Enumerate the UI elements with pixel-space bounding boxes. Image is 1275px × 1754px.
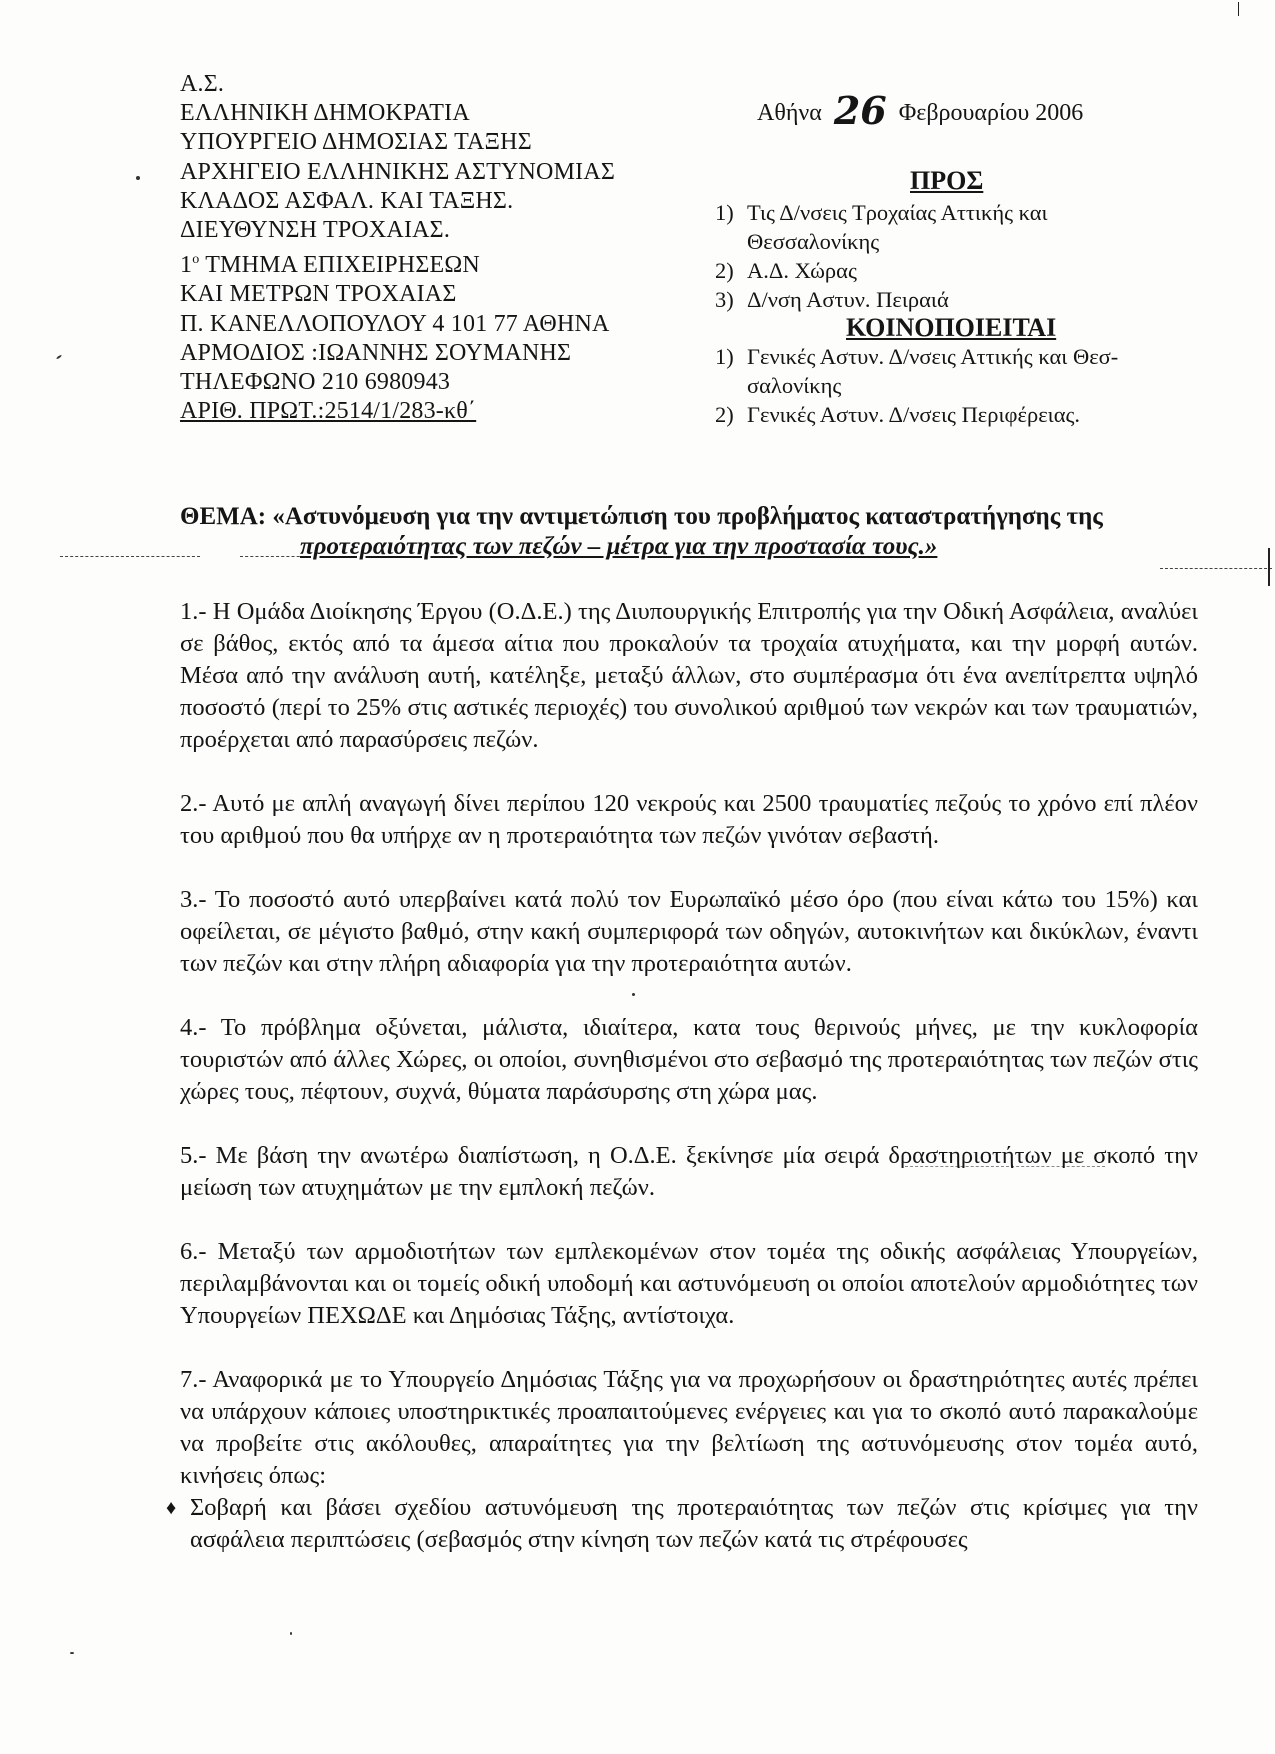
scan-speck	[56, 354, 62, 359]
diamond-bullet-icon: ♦	[166, 1497, 177, 1519]
document-date	[757, 88, 1083, 133]
recipient-number: 3)	[715, 287, 734, 312]
scan-speck	[70, 1652, 74, 1654]
paragraph-3: 3.- Το ποσοστό αυτό υπερβαίνει κατά πολύ τον Ευρωπαϊκό μέσο όρο (που είναι κάτω του 15%) και οφείλεται, σε μέγιστο βαθμό, στην κακή συμπεριφορά των οδηγών, αυτοκινήτων και δικύκλων, έναντι των πεζών και στην πλήρη αδιαφορία για την προτεραιότητα αυτών.	[180, 886, 1198, 977]
recipient-number: 1)	[715, 200, 734, 225]
sender-line: Α.Σ.	[180, 71, 225, 97]
cc-item	[715, 342, 1118, 400]
sender-address: Π. ΚΑΝΕΛΛΟΠΟΥΛΟΥ 4 101 77 ΑΘΗΝΑ	[180, 310, 610, 337]
scan-speck	[290, 1632, 292, 1635]
cc-list	[715, 342, 1118, 429]
paragraph-1: 1.- Η Ομάδα Διοίκησης Έργου (Ο.Δ.Ε.) της Διυπουργικής Επιτροπής για την Οδική Ασφάλεια, αναλύει σε βάθος, εκτός από τα άμεσα αίτια που προκαλούν τα τροχαία ατυχήματα, και την μορφή αυτών. Μέσα από την ανάλυση αυτή, κατέληξε, μεταξύ άλλων, στο συμπέρασμα ότι ένα ανεπίτρεπτα υψηλό ποσοστό (περί το 25% στις αστικές περιοχές) του συνολικού αριθμού των νεκρών και των τραυματιών, προέρχεται από παρασύρσεις πεζών.	[180, 598, 1198, 753]
recipient-item	[715, 198, 1048, 256]
cc-number: 1)	[715, 344, 734, 369]
recipient-item	[715, 285, 1048, 314]
cc-text: Γενικές Αστυν. Δ/νσεις Αττικής και Θεσ- σαλονίκης	[747, 344, 1119, 398]
scan-edge-mark	[1268, 548, 1270, 586]
date-city: Αθήνα	[757, 100, 822, 126]
recipient-item	[715, 256, 1048, 285]
date-day-handwritten: 26	[833, 88, 887, 133]
sender-block	[180, 70, 615, 426]
scan-edge-mark	[1238, 2, 1239, 16]
cc-text: Γενικές Αστυν. Δ/νσεις Περιφέρειας.	[747, 402, 1081, 427]
paragraph-4: 4.- Το πρόβλημα οξύνεται, μάλιστα, ιδιαίτερα, κατα τους θερινούς μήνες, με την κυκλοφορία τουριστών από άλλες Χώρες, οι οποίοι, συνηθισμένοι στο σεβασμό της προτεραιότητας των πεζών στις χώρες τους, πέφτουν, συχνά, θύματα παράσυρσης στη χώρα μας.	[180, 1014, 1198, 1105]
sender-phone: ΤΗΛΕΦΩΝΟ 210 6980943	[180, 369, 451, 396]
paragraph-2: 2.- Αυτό με απλή αναγωγή δίνει περίπου 120 νεκρούς και 2500 τραυματίες πεζούς το χρόνο επί πλέον του αριθμού που θα υπήρχε αν η προτεραιότητα των πεζών γινόταν σεβαστή.	[180, 790, 1198, 849]
sender-contact-person: ΑΡΜΟΔΙΟΣ :ΙΩΑΝΝΗΣ ΣΟΥΜΑΝΗΣ	[180, 339, 572, 366]
cc-item	[715, 400, 1118, 429]
subject-line-1	[180, 502, 1200, 532]
paragraph-7: 7.- Αναφορικά με το Υπουργείο Δημόσιας Τάξης για να προχωρήσουν οι δραστηριότητες αυτές πρέπει να υπάρχουν κάποιες υποστηρικτικές προαπαιτούμενες ενέργειες και για το σκοπό αυτό παρακαλούμε να προβείτε στις ακόλουθες, απαραίτητες για την βελτίωση της αστυνόμευσης στον τομέα αυτό, κινήσεις όπως:	[180, 1366, 1198, 1489]
scan-artifact-line	[60, 556, 200, 557]
scan-artifact-line	[1160, 568, 1272, 569]
dept-number: 1	[180, 252, 193, 279]
document-body	[166, 596, 1198, 1556]
protocol-number: ΑΡΙΘ. ΠΡΩΤ.:2514/1/283-κθ΄	[180, 398, 477, 425]
subject-label: ΘΕΜΑ:	[180, 503, 267, 530]
recipient-text: Τις Δ/νσεις Τροχαίας Αττικής και Θεσσαλονίκης	[747, 200, 1048, 254]
recipients-heading: ΠΡΟΣ	[910, 166, 984, 195]
paragraph-5: 5.- Με βάση την ανωτέρω διαπίστωση, η Ο.Δ.Ε. ξεκίνησε μία σειρά δραστηριοτήτων με σκοπό την μείωση των ατυχημάτων με την εμπλοκή πεζών.	[180, 1142, 1198, 1201]
paragraph-6: 6.- Μεταξύ των αρμοδιοτήτων των εμπλεκομένων στον τομέα της οδικής ασφάλειας Υπουργείων, περιλαμβάνονται και οι τομείς οδική υποδομή και αστυνόμευση οι οποίοι αποτελούν αρμοδιότητες των Υπουργείων ΠΕΧΩΔΕ και Δημόσιας Τάξης, αντίστοιχα.	[180, 1238, 1198, 1329]
recipient-text: Δ/νση Αστυν. Πειραιά	[747, 287, 949, 312]
recipients-list	[715, 198, 1048, 314]
sender-line: ΚΑΙ ΜΕΤΡΩΝ ΤΡΟΧΑΙΑΣ	[180, 281, 457, 308]
cc-heading: ΚΟΙΝΟΠΟΙΕΙΤΑΙ	[846, 313, 1057, 342]
sender-line: ΥΠΟΥΡΓΕΙΟ ΔΗΜΟΣΙΑΣ ΤΑΞΗΣ	[180, 129, 532, 156]
sender-line: ΕΛΛΗΝΙΚΗ ΔΗΜΟΚΡΑΤΙΑ	[180, 100, 470, 127]
date-month-year: Φεβρουαρίου 2006	[898, 100, 1084, 126]
recipient-text: Α.Δ. Χώρας	[747, 258, 857, 283]
dept-name: ΤΜΗΜΑ ΕΠΙΧΕΙΡΗΣΕΩΝ	[205, 252, 480, 279]
dept-ordinal: ο	[192, 252, 200, 268]
subject-block	[180, 502, 1200, 562]
bullet-item	[166, 1492, 1198, 1556]
sender-line: ΚΛΑΔΟΣ ΑΣΦΑΛ. ΚΑΙ ΤΑΞΗΣ.	[180, 187, 514, 214]
sender-line-department	[180, 245, 615, 280]
subject-line-2: προτεραιότητας των πεζών – μέτρα για την προστασία τους.»	[300, 533, 938, 560]
scan-speck	[136, 176, 140, 180]
subject-text-1: «Αστυνόμευση για την αντιμετώπιση του προβλήματος καταστρατήγησης της	[272, 503, 1103, 530]
sender-line: ΔΙΕΥΘΥΝΣΗ ΤΡΟΧΑΙΑΣ.	[180, 217, 451, 244]
recipient-number: 2)	[715, 258, 734, 283]
cc-number: 2)	[715, 402, 734, 427]
sender-line: ΑΡΧΗΓΕΙΟ ΕΛΛΗΝΙΚΗΣ ΑΣΤΥΝΟΜΙΑΣ	[180, 158, 616, 185]
bullet-text: Σοβαρή και βάσει σχεδίου αστυνόμευση της προτεραιότητας των πεζών στις κρίσιμες για την ασφάλεια περιπτώσεις (σεβασμός στην κίνηση των πεζών κατά τις στρέφουσες	[190, 1494, 1198, 1553]
